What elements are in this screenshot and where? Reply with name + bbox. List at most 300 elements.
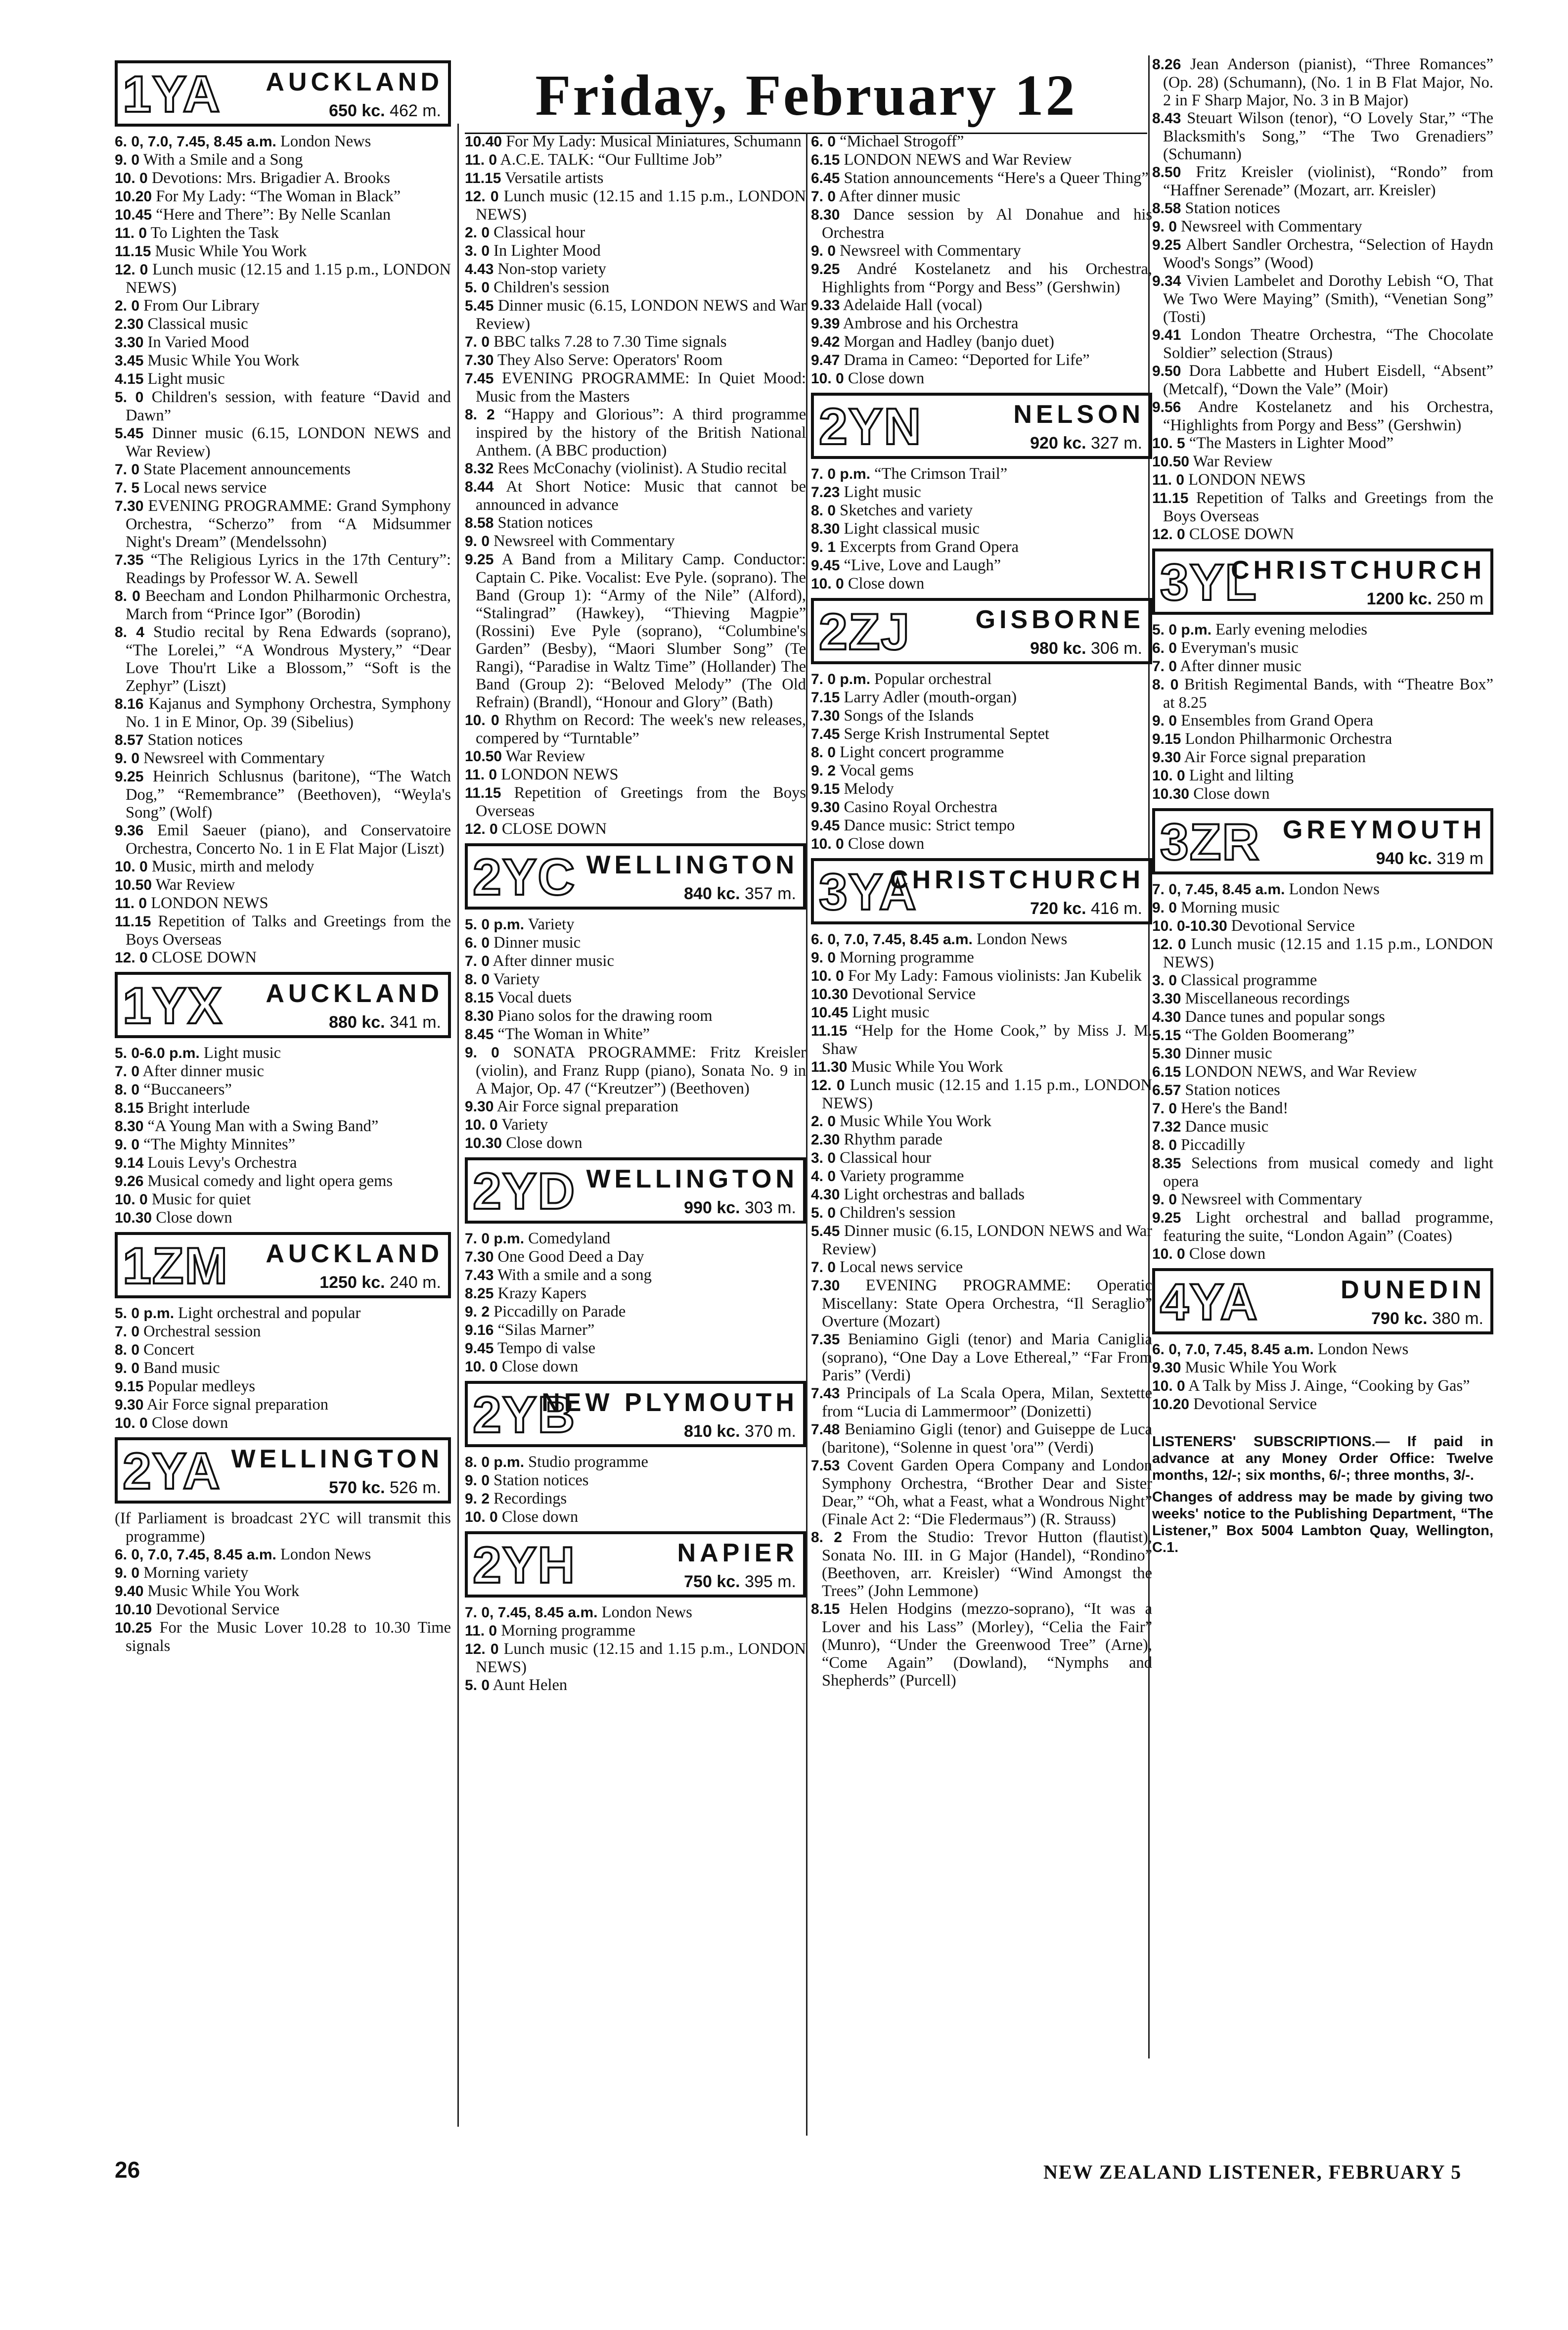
- programme-text: Light music: [203, 1044, 281, 1062]
- programme-text: CLOSE DOWN: [501, 820, 607, 838]
- programme-entry: [811, 1076, 1152, 1112]
- station-city: CHRISTCHURCH: [1231, 556, 1485, 585]
- programme-text: “The Woman in White”: [497, 1025, 650, 1043]
- programme-time: 9.39: [811, 316, 840, 332]
- programme-entry: [811, 296, 1152, 315]
- programme-text: Popular medleys: [147, 1377, 256, 1395]
- programme-time: 8. 0: [115, 588, 140, 604]
- station-city: AUCKLAND: [266, 68, 443, 96]
- programme-entry: [1152, 621, 1493, 639]
- programme-time: 10.50: [1152, 454, 1190, 470]
- programme-text: Andre Kostelanetz and his Orchestra, “Highlights from Porgy and Bess” (Gershwin): [1163, 398, 1493, 434]
- programme-entry: [465, 1284, 806, 1303]
- programme-text: Classical music: [147, 315, 248, 333]
- programme-text: London News: [601, 1603, 692, 1621]
- programme-entry: [465, 1044, 806, 1097]
- programme-text: Studio programme: [528, 1453, 648, 1471]
- programme-time: 8. 0: [1152, 1137, 1177, 1153]
- programme-entry: [1152, 236, 1493, 272]
- programme-text: Concert: [143, 1341, 195, 1359]
- programme-time: 11.15: [811, 1023, 848, 1039]
- programme-entry: [115, 333, 451, 352]
- programme-time: 3.30: [1152, 991, 1181, 1007]
- programme-entry: [465, 1321, 806, 1339]
- station-frequency: [684, 1198, 796, 1218]
- programme-text: Close down: [151, 1414, 228, 1432]
- programme-text: Piano solos for the drawing room: [497, 1007, 713, 1025]
- programme-text: Emil Saeuer (piano), and Conservatoire Orchestra, Concerto No. 1 in E Flat Major (Liszt): [126, 822, 451, 858]
- programme-text: “The Crimson Trail”: [874, 465, 1008, 483]
- programme-text: Music While You Work: [155, 242, 307, 260]
- station-callsign: 2YD: [473, 1163, 576, 1220]
- programme-time: 8. 0: [115, 1342, 140, 1358]
- programme-time: 9.30: [811, 799, 840, 816]
- programme-text: Devotional Service: [1231, 917, 1355, 935]
- programme-entry: [811, 1222, 1152, 1258]
- programme-entry: [465, 550, 806, 711]
- programme-entry: [465, 260, 806, 278]
- programme-entry: [1152, 785, 1493, 803]
- programme-entry: [465, 1230, 806, 1248]
- station-frequency: [684, 1572, 796, 1592]
- programme-entry: [465, 766, 806, 784]
- programme-text: Dance music: Strict tempo: [844, 817, 1015, 834]
- station-frequency: [329, 1012, 441, 1032]
- programme-entry: [115, 1136, 451, 1154]
- programme-text: Station notices: [493, 1471, 589, 1489]
- programme-entry: [465, 1007, 806, 1025]
- programme-entry: [811, 688, 1152, 707]
- programme-entry: [811, 1277, 1152, 1330]
- programme-time: 9. 0: [115, 750, 140, 767]
- programme-text: Vocal gems: [839, 762, 914, 779]
- programme-entry: [811, 315, 1152, 333]
- programme-text: Light orchestras and ballads: [844, 1186, 1025, 1203]
- programme-text: “Michael Strogoff”: [840, 133, 964, 150]
- programme-time: 9.25: [811, 261, 840, 277]
- programme-entry: [465, 1603, 806, 1622]
- programme-entry: [1152, 1008, 1493, 1026]
- station-frequency: [1371, 1309, 1483, 1328]
- programme-time: 10. 0: [1152, 1378, 1185, 1394]
- programme-time: 4.30: [811, 1187, 840, 1203]
- programme-text: Music While You Work: [147, 352, 300, 369]
- station-metres: 357 m.: [745, 884, 796, 903]
- programme-time: 3.45: [115, 353, 144, 369]
- station-metres: 395 m.: [745, 1572, 796, 1591]
- programme-time: 8. 4: [115, 624, 144, 640]
- programme-entry: [465, 952, 806, 970]
- station-header: [1152, 1268, 1493, 1334]
- programme-time: 8. 0: [465, 971, 490, 988]
- programme-text: Sketches and variety: [840, 502, 973, 519]
- programme-time: 12. 0: [811, 1077, 845, 1094]
- programme-text: Light music: [147, 370, 225, 388]
- programme-text: André Kostelanetz and his Orchestra, Highlights from “Porgy and Bess” (Gershwin): [822, 260, 1152, 296]
- programme-text: Comedyland: [528, 1230, 611, 1247]
- programme-entry: [811, 1112, 1152, 1131]
- programme-text: Morning programme: [501, 1622, 635, 1640]
- programme-text: London News: [977, 930, 1068, 948]
- programme-text: Lunch music (12.15 and 1.15 p.m., LONDON NEWS): [476, 1640, 806, 1676]
- programme-entry: [1152, 199, 1493, 218]
- station-kc: 720 kc.: [1030, 899, 1086, 918]
- programme-entry: [465, 1508, 806, 1526]
- programme-text: Variety: [493, 970, 540, 988]
- programme-entry: [1152, 1190, 1493, 1209]
- programme-text: For the Music Lover 10.28 to 10.30 Time signals: [126, 1619, 451, 1655]
- programme-time: 4. 0: [811, 1168, 836, 1185]
- programme-time: 9. 2: [465, 1491, 490, 1507]
- programme-time: 10. 0: [115, 859, 148, 875]
- programme-text: Close down: [1193, 785, 1270, 803]
- programme-text: Dora Labbette and Hubert Eisdell, “Absent” (Metcalf), “Down the Vale” (Moir): [1163, 362, 1493, 398]
- programme-text: Krazy Kapers: [497, 1284, 587, 1302]
- programme-text: Ensembles from Grand Opera: [1181, 712, 1374, 730]
- programme-entry: [115, 749, 451, 768]
- programme-entry: [115, 1377, 451, 1396]
- programme-time: 7. 0: [1152, 1100, 1177, 1117]
- programme-entry: [115, 224, 451, 242]
- programme-text: To Lighten the Task: [150, 224, 279, 242]
- programme-time: 9. 0: [465, 1472, 490, 1489]
- programme-time: 4.30: [1152, 1009, 1181, 1025]
- programme-entry: [115, 731, 451, 749]
- programme-time: 7.30: [465, 352, 494, 368]
- programme-text: Repetition of Talks and Greetings from the Boys Overseas: [1163, 489, 1493, 525]
- programme-entry: [465, 297, 806, 333]
- programme-time: 10.30: [1152, 786, 1190, 802]
- programme-time: 9.25: [115, 769, 144, 785]
- programme-text: Steuart Wilson (tenor), “O Lovely Star,” “The Blacksmith's Song,” “The Two Grenadiers” (Schumann): [1163, 109, 1494, 163]
- programme-time: 12. 0: [465, 188, 499, 205]
- programme-time: 7.53: [811, 1458, 840, 1474]
- programme-entry: [811, 206, 1152, 242]
- station-kc: 880 kc.: [329, 1013, 385, 1032]
- programme-text: Musical comedy and light opera gems: [147, 1172, 393, 1190]
- programme-time: 5.45: [115, 425, 144, 442]
- programme-time: 7. 0: [811, 188, 836, 205]
- programme-entry: [1152, 1081, 1493, 1099]
- programme-text: CLOSE DOWN: [1189, 525, 1294, 543]
- programme-text: Music, mirth and melody: [151, 858, 314, 875]
- programme-text: They Also Serve: Operators' Room: [497, 351, 723, 369]
- programme-time: 10. 0: [115, 1191, 148, 1208]
- programme-text: Here's the Band!: [1181, 1099, 1289, 1117]
- programme-text: “Help for the Home Cook,” by Miss J. M. Shaw: [822, 1022, 1153, 1058]
- programme-time: 9.15: [115, 1378, 144, 1395]
- programme-text: Station notices: [1185, 199, 1280, 217]
- station-metres: 327 m.: [1091, 434, 1142, 453]
- page-footer: NEW ZEALAND LISTENER, FEBRUARY 5: [1043, 2161, 1462, 2183]
- programme-time: 8.15: [811, 1601, 840, 1617]
- programme-time: 9.42: [811, 334, 840, 350]
- station-frequency: [684, 1421, 796, 1441]
- programme-time: 7. 0 p.m.: [811, 671, 871, 687]
- station-callsign: 1ZM: [123, 1237, 228, 1295]
- programme-entry: [465, 1266, 806, 1284]
- programme-entry: [115, 1081, 451, 1099]
- programme-entry: [115, 1396, 451, 1414]
- station-header: [465, 843, 806, 910]
- programme-text: Rhythm parade: [844, 1131, 942, 1148]
- programme-time: 7. 5: [115, 480, 140, 496]
- programme-entry: [115, 623, 451, 695]
- programme-entry: [811, 780, 1152, 798]
- programme-text: A Band from a Military Camp. Conductor: Captain C. Pike. Vocalist: Eve Pyle. (soprano). The Band (Group 1): “Army of the Nile” (Alford), “Stalingrad” (Hawkey), “Thieving Magpie” (Rossini) Eve Pyle (soprano), “Columbine's Garden” (Besby), “Maori Slumber Song” (Te Rangi), “Paradise in Waltz Time” (Hollander) The Band (Group 2): “Beloved Melody” (The Old Refrain) (Brandl), “Honour and Glory” (Bath): [476, 550, 806, 711]
- column-4: [1152, 55, 1493, 1561]
- programme-entry: [811, 1058, 1152, 1076]
- programme-text: London News: [280, 133, 371, 150]
- programme-text: Music While You Work: [1185, 1359, 1337, 1376]
- notice-rates: If paid in advance at any Money Order Office: Twelve months, 12/-; six months, 6/-; three months, 3/-.: [1152, 1434, 1494, 1483]
- programme-time: 12. 0: [115, 262, 148, 278]
- programme-text: London News: [1289, 880, 1380, 898]
- programme-time: 11.15: [115, 243, 151, 260]
- programme-text: After dinner music: [142, 1062, 264, 1080]
- programme-time: 11.30: [811, 1059, 848, 1075]
- programme-text: London News: [1318, 1340, 1409, 1358]
- programme-time: 8.15: [465, 990, 494, 1006]
- station-metres: 462 m.: [390, 101, 441, 120]
- programme-entry: [1152, 1136, 1493, 1154]
- programme-entry: [811, 151, 1152, 169]
- programme-time: 10. 0: [465, 712, 499, 729]
- programme-text: A.C.E. TALK: “Our Fulltime Job”: [500, 151, 722, 169]
- programme-time: 9.30: [1152, 749, 1181, 766]
- programme-time: 7.43: [465, 1267, 494, 1283]
- programme-entry: [115, 151, 451, 169]
- programme-entry: [115, 1044, 451, 1062]
- programme-time: 4.15: [115, 371, 144, 387]
- programme-time: 6. 0, 7.0, 7.45, 8.45 a.m.: [115, 1547, 276, 1563]
- programme-text: Beniamino Gigli (tenor) and Guiseppe de Luca (baritone), “Solenne in quest 'ora'” (Verdi): [822, 1420, 1152, 1457]
- programme-time: 10.50: [115, 877, 152, 893]
- programme-time: 7.43: [811, 1385, 840, 1402]
- programme-text: Light classical music: [844, 520, 980, 538]
- programme-entry: [811, 333, 1152, 351]
- programme-text: Repetition of Talks and Greetings from the Boys Overseas: [126, 913, 451, 949]
- programme-time: 7. 0 p.m.: [465, 1231, 525, 1247]
- programme-entry: [811, 798, 1152, 817]
- station-header: [115, 60, 451, 127]
- programme-time: 10.10: [115, 1601, 152, 1618]
- programme-time: 7.23: [811, 484, 840, 501]
- programme-time: 9.45: [811, 818, 840, 834]
- programme-entry: [465, 1248, 806, 1266]
- station-city: WELLINGTON: [586, 851, 798, 879]
- programme-text: London Theatre Orchestra, “The Chocolate Soldier” selection (Straus): [1163, 326, 1493, 362]
- station-frequency: [329, 1478, 441, 1498]
- programme-entry: [465, 478, 806, 514]
- programme-time: 9.25: [1152, 1210, 1181, 1226]
- programme-entry: [115, 1341, 451, 1359]
- station-metres: 416 m.: [1091, 899, 1142, 918]
- station-header: [465, 1381, 806, 1447]
- programme-text: Air Force signal preparation: [496, 1097, 679, 1115]
- programme-text: Classical programme: [1181, 971, 1317, 989]
- programme-time: 9. 0: [115, 1565, 140, 1581]
- station-callsign: 4YA: [1160, 1274, 1258, 1331]
- programme-text: “The Masters in Lighter Mood”: [1189, 434, 1394, 452]
- programme-time: 7.45: [465, 370, 494, 387]
- programme-time: 7.30: [465, 1249, 494, 1265]
- programme-entry: [1152, 657, 1493, 676]
- programme-time: 10.25: [115, 1620, 152, 1636]
- programme-time: 7.48: [811, 1421, 840, 1438]
- programme-entry: [811, 1528, 1152, 1600]
- programme-entry: [1152, 1340, 1493, 1359]
- programme-text: Classical hour: [493, 224, 585, 241]
- programme-entry: [465, 1339, 806, 1358]
- programme-time: 6. 0, 7.0, 7.45, 8.45 a.m.: [115, 134, 276, 150]
- programme-entry: [1152, 489, 1493, 525]
- programme-text: Close down: [501, 1358, 579, 1375]
- programme-time: 10. 0: [811, 968, 844, 984]
- programme-text: Beecham and London Philharmonic Orchestra, March from “Prince Igor” (Borodin): [126, 587, 451, 623]
- programme-text: Everyman's music: [1181, 639, 1299, 657]
- programme-entry: [811, 725, 1152, 743]
- programme-entry: [811, 538, 1152, 556]
- station-header: [811, 858, 1152, 924]
- programme-time: 9. 1: [811, 539, 836, 555]
- programme-text: London Philharmonic Orchestra: [1185, 730, 1392, 748]
- column-1: [115, 55, 451, 1655]
- programme-entry: [115, 297, 451, 315]
- programme-text: One Good Deed a Day: [497, 1248, 644, 1266]
- programme-time: 9. 0: [465, 1045, 499, 1061]
- programme-time: 5. 0: [811, 1205, 836, 1221]
- programme-time: 7. 0, 7.45, 8.45 a.m.: [465, 1604, 598, 1621]
- page-number: 26: [115, 2157, 140, 2183]
- programme-time: 9.14: [115, 1155, 144, 1171]
- station-frequency: [1030, 899, 1142, 918]
- programme-time: 8.44: [465, 479, 494, 495]
- programme-time: 11.15: [465, 785, 501, 801]
- programme-entry: [465, 1097, 806, 1116]
- programme-text: Close down: [848, 575, 925, 593]
- programme-text: Rhythm on Record: The week's new releases, compered by “Turntable”: [476, 711, 806, 747]
- programme-text: Local news service: [143, 479, 267, 497]
- programme-text: Early evening melodies: [1215, 621, 1368, 639]
- station-header: [115, 1232, 451, 1298]
- subscription-notice: [1152, 1433, 1493, 1556]
- programme-time: 9.50: [1152, 363, 1181, 379]
- programme-entry: [1152, 55, 1493, 109]
- programme-entry: [811, 1600, 1152, 1690]
- programme-entry: [115, 460, 451, 479]
- programme-time: 5.15: [1152, 1027, 1181, 1044]
- programme-time: 10. 0: [465, 1117, 498, 1133]
- programme-entry: [811, 369, 1152, 388]
- programme-text: SONATA PROGRAMME: Fritz Kreisler (violin), and Franz Rupp (piano), Sonata No. 9 in A Major, Op. 47 (“Kreutzer”) (Beethoven): [476, 1044, 806, 1097]
- programme-time: 10.40: [465, 134, 502, 150]
- station-metres: 370 m.: [745, 1422, 796, 1441]
- column-2: [465, 133, 806, 1694]
- programme-text: Ambrose and his Orchestra: [843, 315, 1019, 332]
- programme-entry: [465, 406, 806, 459]
- programme-time: 7.35: [811, 1331, 840, 1348]
- station-frequency: [1367, 589, 1483, 609]
- programme-entry: [811, 817, 1152, 835]
- programme-text: Kajanus and Symphony Orchestra, Symphony No. 1 in E Minor, Op. 39 (Sibelius): [126, 695, 451, 731]
- programme-time: 11.15: [115, 914, 151, 930]
- programme-text: Dinner music (6.15, LONDON NEWS and War Review): [822, 1222, 1153, 1258]
- programme-text: In Varied Mood: [147, 333, 249, 351]
- programme-text: “The Religious Lyrics in the 17th Century”: Readings by Professor W. A. Sewell: [126, 551, 451, 587]
- programme-text: Close down: [848, 835, 925, 853]
- programme-entry: [811, 1131, 1152, 1149]
- programme-time: 3. 0: [1152, 972, 1177, 989]
- programme-entry: [465, 133, 806, 151]
- programme-time: 9. 0: [811, 243, 836, 259]
- programme-text: War Review: [505, 747, 585, 765]
- programme-text: Newsreel with Commentary: [493, 532, 675, 550]
- column-3: [811, 133, 1152, 1690]
- programme-entry: [1152, 453, 1493, 471]
- programme-time: 10.45: [811, 1005, 849, 1021]
- programme-entry: [115, 169, 451, 187]
- programme-entry: [115, 315, 451, 333]
- programme-text: War Review: [155, 876, 235, 894]
- programme-time: 11. 0: [465, 152, 497, 168]
- programme-time: 2. 0: [465, 225, 490, 241]
- programme-text: Recordings: [493, 1490, 567, 1508]
- programme-time: 9. 0: [1152, 900, 1177, 916]
- programme-time: 9.45: [811, 557, 840, 574]
- programme-entry: [811, 762, 1152, 780]
- programme-time: 9. 2: [465, 1304, 490, 1320]
- programme-time: 7. 0: [465, 953, 490, 969]
- programme-time: 9.56: [1152, 399, 1181, 415]
- programme-time: 9. 2: [811, 763, 836, 779]
- programme-time: 9. 0: [1152, 713, 1177, 729]
- programme-entry: [465, 224, 806, 242]
- programme-time: 8.45: [465, 1026, 494, 1043]
- programme-text: Devotions: Mrs. Brigadier A. Brooks: [151, 169, 390, 187]
- programme-time: 10. 0: [115, 1415, 148, 1431]
- programme-text: Music While You Work: [851, 1058, 1003, 1076]
- programme-entry: [1152, 272, 1493, 326]
- programme-entry: [115, 1619, 451, 1655]
- programme-entry: [465, 169, 806, 187]
- programme-entry: [811, 1022, 1152, 1058]
- programme-entry: [465, 278, 806, 297]
- programme-time: 8.57: [115, 732, 144, 748]
- station-city: GREYMOUTH: [1283, 816, 1485, 844]
- programme-time: 9.30: [1152, 1360, 1181, 1376]
- station-callsign: 2YN: [819, 398, 922, 456]
- programme-entry: [811, 556, 1152, 575]
- programme-text: Close down: [848, 369, 925, 387]
- programme-time: 6.15: [811, 152, 840, 168]
- station-city: AUCKLAND: [266, 979, 443, 1008]
- programme-time: 8.25: [465, 1285, 494, 1302]
- programme-entry: [465, 1025, 806, 1044]
- programme-text: Air Force signal preparation: [1184, 748, 1366, 766]
- programme-time: 8.15: [115, 1100, 144, 1116]
- programme-entry: [1152, 109, 1493, 163]
- programme-time: 12. 0: [115, 950, 148, 966]
- programme-text: Louis Levy's Orchestra: [147, 1154, 297, 1172]
- programme-time: 9.47: [811, 352, 840, 368]
- station-callsign: 3YA: [819, 864, 917, 921]
- station-header: [115, 1437, 451, 1504]
- programme-entry: [811, 260, 1152, 296]
- programme-time: 4.43: [465, 261, 494, 277]
- programme-entry: [465, 711, 806, 747]
- station-city: DUNEDIN: [1341, 1276, 1485, 1304]
